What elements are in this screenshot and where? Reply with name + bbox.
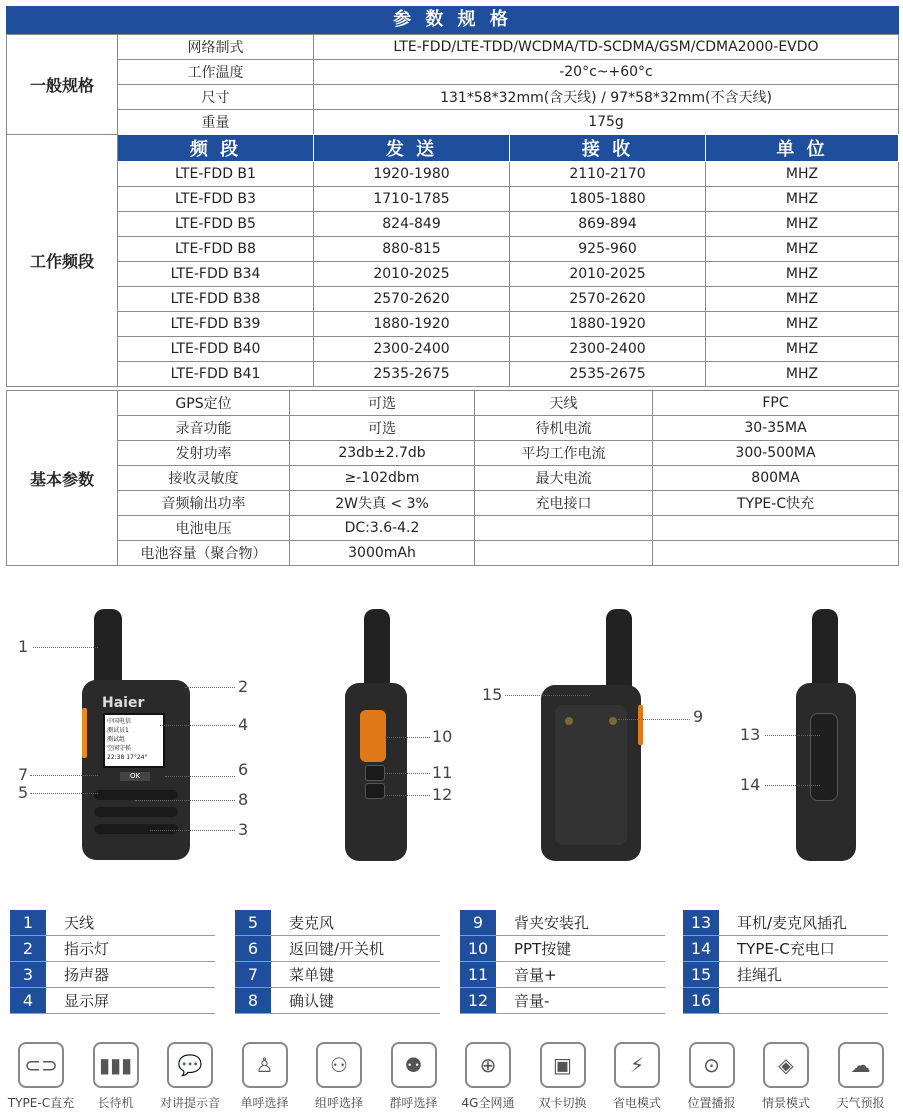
brand-logo: Haier [102,695,145,711]
feature-label: TYPE-C直充 [7,1096,75,1110]
callout-12: 12 [432,785,453,804]
legend-text: 指示灯 [64,940,110,958]
legend-text: 天线 [64,914,95,932]
spec-value: -20°c~+60°c [314,60,899,85]
legend-item [683,988,888,1014]
legend-item [683,910,888,936]
leader-line [135,800,235,801]
feature-label: 位置播报 [687,1096,736,1110]
legend-number: 9 [460,910,496,935]
band-cell: LTE-FDD B34 [118,262,314,287]
callout-9: 9 [693,707,704,726]
feature-item [301,1042,377,1111]
legend-column [460,910,665,1014]
legend-number: 3 [10,962,46,987]
legend-text: TYPE-C充电口 [737,940,835,958]
band-cell: LTE-FDD B8 [118,237,314,262]
param-row [7,441,899,466]
freq-row [7,212,899,237]
legend-item [235,936,440,962]
frequency-band-table [6,134,899,387]
param-value [653,541,899,566]
speaker-grille [94,807,178,817]
port-cover [810,713,838,801]
legend-column [683,910,888,1014]
callout-5: 5 [18,783,29,802]
rx-cell: 2300-2400 [510,337,706,362]
crowd-icon: ⚉ [391,1042,437,1088]
ok-key: OK [120,772,150,781]
ptt-button [360,710,386,762]
legend-number: 12 [460,988,496,1013]
legend-text: 扬声器 [64,966,110,984]
param-value: 可选 [290,416,475,441]
screen-temp: 17°24° [126,754,148,761]
tx-cell: 1880-1920 [314,312,510,337]
spec-label: 网络制式 [118,35,314,60]
legend-text: 音量- [514,992,550,1010]
tx-cell: 824-849 [314,212,510,237]
legend-item [460,988,665,1014]
legend-text: 菜单键 [289,966,335,984]
rx-cell: 1880-1920 [510,312,706,337]
legend-text: 麦克风 [289,914,335,932]
unit-cell: MHZ [706,162,899,187]
volume-up-button [365,765,385,781]
feature-label: 双卡切换 [538,1096,587,1110]
leader-line [505,695,590,696]
spec-label: 工作温度 [118,60,314,85]
band-cell: LTE-FDD B40 [118,337,314,362]
feature-item [748,1042,824,1111]
feature-icons [0,1042,903,1118]
feature-item [152,1042,228,1111]
rx-cell: 869-894 [510,212,706,237]
freq-row [7,262,899,287]
feature-item [376,1042,452,1111]
param-label: 平均工作电流 [475,441,653,466]
legend-item [235,988,440,1014]
unit-cell: MHZ [706,312,899,337]
unit-cell: MHZ [706,362,899,387]
legend-number: 6 [235,936,271,961]
rx-cell: 1805-1880 [510,187,706,212]
feature-item [78,1042,154,1111]
legend-item [235,910,440,936]
feature-label: 对讲提示音 [159,1096,220,1110]
callout-2: 2 [238,677,249,696]
leader-line [185,687,235,688]
general-spec-table [6,34,899,135]
param-row [7,416,899,441]
freq-row [7,362,899,387]
power-save-icon: ⚡ [614,1042,660,1088]
feature-item [823,1042,899,1111]
band-cell: LTE-FDD B1 [118,162,314,187]
legend-column [10,910,215,1014]
clip-hole [565,717,573,725]
param-value: ≥-102dbm [290,466,475,491]
callout-8: 8 [238,790,249,809]
feature-item [3,1042,79,1111]
battery-icon: ▮▮▮ [93,1042,139,1088]
leader-line [618,719,690,720]
rx-cell: 925-960 [510,237,706,262]
leader-line [30,793,98,794]
callout-4: 4 [238,715,249,734]
group-icon: ⚇ [316,1042,362,1088]
antenna [94,609,122,689]
param-value: TYPE-C快充 [653,491,899,516]
freq-row [7,237,899,262]
legend-text [719,988,737,1013]
basic-category: 基本参数 [7,391,118,566]
feature-label: 群呼选择 [389,1096,438,1110]
leader-line [165,776,235,777]
unit-cell: MHZ [706,212,899,237]
legend-item [460,936,665,962]
param-value: 23db±2.7db [290,441,475,466]
freq-category: 工作频段 [7,135,118,387]
side-ptt-strip [638,705,643,745]
param-value: FPC [653,391,899,416]
param-label: 最大电流 [475,466,653,491]
param-value: DC:3.6-4.2 [290,516,475,541]
col-header-unit: 单 位 [706,135,899,162]
tx-cell: 1920-1980 [314,162,510,187]
param-label: 电池容量（聚合物） [118,541,290,566]
legend-text: 耳机/麦克风插孔 [737,914,848,932]
rx-cell: 2010-2025 [510,262,706,287]
band-cell: LTE-FDD B41 [118,362,314,387]
freq-row [7,187,899,212]
param-row [7,516,899,541]
legend-text: 背夹安装孔 [514,914,590,932]
param-label [475,516,653,541]
unit-cell: MHZ [706,187,899,212]
leader-line [765,735,820,736]
callout-11: 11 [432,763,453,782]
feature-label: 4G全网通 [461,1096,515,1110]
param-value: 800MA [653,466,899,491]
weather-icon: ☁ [838,1042,884,1088]
tx-cell: 880-815 [314,237,510,262]
leader-line [385,737,430,738]
param-row [7,466,899,491]
legend-number: 10 [460,936,496,961]
callout-14: 14 [740,775,761,794]
legend-item [10,962,215,988]
speaker-grille [94,824,178,834]
spec-title: 参 数 规 格 [6,6,899,34]
callout-7: 7 [18,765,29,784]
screen-line: 中国电信 [107,718,132,725]
basic-param-table [6,390,899,566]
chat-icon: 💬 [167,1042,213,1088]
param-value: 3000mAh [290,541,475,566]
legend-number: 15 [683,962,719,987]
location-pin-icon: ⊙ [689,1042,735,1088]
legend-number: 7 [235,962,271,987]
band-cell: LTE-FDD B38 [118,287,314,312]
legend-text: 返回键/开关机 [289,940,385,958]
screen-time: 22:38 [107,754,125,761]
scene-icon: ◈ [763,1042,809,1088]
spec-value: 131*58*32mm(含天线) / 97*58*32mm(不含天线) [314,85,899,110]
unit-cell: MHZ [706,262,899,287]
rx-cell: 2110-2170 [510,162,706,187]
screen-line: 测试员1 [107,727,129,734]
legend-text: 挂绳孔 [737,966,783,984]
usb-c-icon: ⊂⊃ [18,1042,64,1088]
antenna [364,609,390,689]
callout-10: 10 [432,727,453,746]
feature-label: 情景模式 [761,1096,810,1110]
param-label: 录音功能 [118,416,290,441]
legend-text: PPT按键 [514,940,572,958]
general-category: 一般规格 [7,35,118,135]
tx-cell: 2300-2400 [314,337,510,362]
legend-number: 14 [683,936,719,961]
sim-icon: ▣ [540,1042,586,1088]
param-label: 天线 [475,391,653,416]
network-4g-icon: ⊕ [465,1042,511,1088]
callout-13: 13 [740,725,761,744]
callout-3: 3 [238,820,249,839]
unit-cell: MHZ [706,337,899,362]
spec-label: 重量 [118,110,314,135]
band-cell: LTE-FDD B39 [118,312,314,337]
legend-number: 2 [10,936,46,961]
param-value [653,516,899,541]
param-value: 300-500MA [653,441,899,466]
param-value: 30-35MA [653,416,899,441]
leader-line [30,775,98,776]
legend-number: 1 [10,910,46,935]
tx-cell: 2535-2675 [314,362,510,387]
unit-cell: MHZ [706,237,899,262]
feature-label: 长待机 [97,1096,134,1110]
param-row [7,491,899,516]
band-cell: LTE-FDD B5 [118,212,314,237]
legend-text: 显示屏 [64,992,110,1010]
legend-item [10,910,215,936]
single-person-icon: ♙ [242,1042,288,1088]
legend-item [10,936,215,962]
back-plate [555,705,627,845]
spec-label: 尺寸 [118,85,314,110]
spec-value: 175g [314,110,899,135]
feature-label: 单呼选择 [240,1096,289,1110]
legend-number: 11 [460,962,496,987]
leader-line [385,795,430,796]
rx-cell: 2535-2675 [510,362,706,387]
feature-item [674,1042,750,1111]
display-screen [103,713,165,768]
clip-hole [609,717,617,725]
tx-cell: 1710-1785 [314,187,510,212]
legend-number: 13 [683,910,719,935]
param-label: 待机电流 [475,416,653,441]
parts-legend [10,910,893,1014]
legend-item [460,910,665,936]
leader-line [160,725,235,726]
col-header-tx: 发 送 [314,135,510,162]
device-illustrations [0,595,903,885]
param-label: GPS定位 [118,391,290,416]
col-header-band: 频 段 [118,135,314,162]
unit-cell: MHZ [706,287,899,312]
param-label: 发射功率 [118,441,290,466]
leader-line [33,647,98,648]
callout-1: 1 [18,637,29,656]
band-cell: LTE-FDD B3 [118,187,314,212]
indicator-light [82,708,87,758]
legend-column [235,910,440,1014]
legend-item [10,988,215,1014]
feature-item [525,1042,601,1111]
feature-label: 省电模式 [612,1096,661,1110]
legend-number: 16 [683,988,719,1013]
antenna [606,609,632,689]
param-row [7,391,899,416]
legend-item [683,962,888,988]
freq-row [7,312,899,337]
param-label: 电池电压 [118,516,290,541]
legend-item [460,962,665,988]
screen-line: 空闲守候 [107,745,132,752]
leader-line [765,785,820,786]
freq-row [7,337,899,362]
col-header-rx: 接 收 [510,135,706,162]
param-value: 2W失真 < 3% [290,491,475,516]
spec-value: LTE-FDD/LTE-TDD/WCDMA/TD-SCDMA/GSM/CDMA2000-EVDO [314,35,899,60]
antenna [812,609,838,689]
param-label [475,541,653,566]
leader-line [385,773,430,774]
tx-cell: 2570-2620 [314,287,510,312]
volume-down-button [365,783,385,799]
legend-number: 4 [10,988,46,1013]
callout-15: 15 [482,685,503,704]
param-label: 接收灵敏度 [118,466,290,491]
feature-item [227,1042,303,1111]
callout-6: 6 [238,760,249,779]
rx-cell: 2570-2620 [510,287,706,312]
freq-row [7,162,899,187]
legend-text: 音量+ [514,966,557,984]
tx-cell: 2010-2025 [314,262,510,287]
param-label: 音频输出功率 [118,491,290,516]
legend-number: 5 [235,910,271,935]
feature-label: 天气预报 [836,1096,885,1110]
feature-item [450,1042,526,1111]
legend-item [683,936,888,962]
feature-label: 组呼选择 [314,1096,363,1110]
speaker-grille [94,790,178,800]
param-row [7,541,899,566]
screen-line: 测试组 [107,736,126,743]
legend-item [235,962,440,988]
feature-item [599,1042,675,1111]
legend-number: 8 [235,988,271,1013]
leader-line [150,830,235,831]
param-label: 充电接口 [475,491,653,516]
param-value: 可选 [290,391,475,416]
legend-text: 确认键 [289,992,335,1010]
freq-row [7,287,899,312]
